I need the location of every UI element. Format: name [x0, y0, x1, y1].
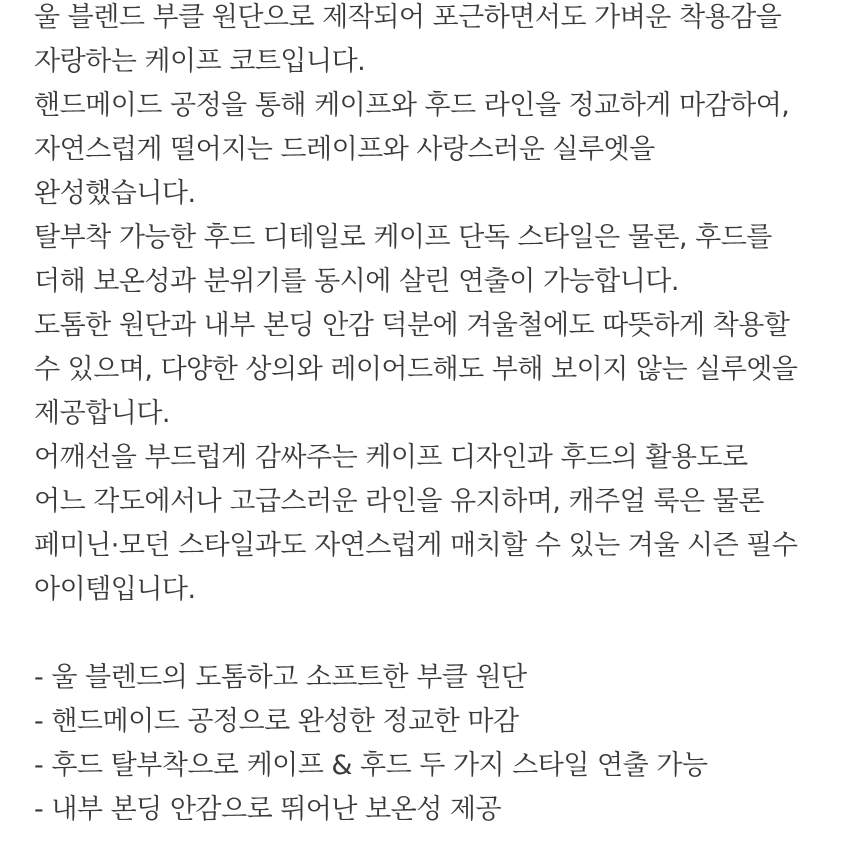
feature-item: - 핸드메이드 공정으로 완성한 정교한 마감: [34, 706, 519, 737]
text-line: 자랑하는 케이프 코트입니다.: [34, 46, 366, 77]
feature-item: - 울 블렌드의 도톰하고 소프트한 부클 원단: [34, 662, 527, 693]
text-line: 완성했습니다.: [34, 178, 196, 209]
text-line: 아이템입니다.: [34, 574, 196, 605]
text-line: 핸드메이드 공정을 통해 케이프와 후드 라인을 정교하게 마감하여,: [34, 90, 790, 121]
text-line: 어깨선을 부드럽게 감싸주는 케이프 디자인과 후드의 활용도로: [34, 442, 748, 473]
text-line: 탈부착 가능한 후드 디테일로 케이프 단독 스타일은 물론, 후드를: [34, 222, 772, 253]
feature-item: - 후드 탈부착으로 케이프 & 후드 두 가지 스타일 연출 가능: [34, 750, 708, 781]
text-line: 페미닌·모던 스타일과도 자연스럽게 매치할 수 있는 겨울 시즌 필수: [34, 530, 798, 561]
text-line: 도톰한 원단과 내부 본딩 안감 덕분에 겨울철에도 따뜻하게 착용할: [34, 310, 790, 341]
text-line: 제공합니다.: [34, 398, 170, 429]
text-line: 울 블렌드 부클 원단으로 제작되어 포근하면서도 가벼운 착용감을: [34, 2, 782, 33]
text-line: 수 있으며, 다양한 상의와 레이어드해도 부해 보이지 않는 실루엣을: [34, 354, 798, 385]
text-line: 더해 보온성과 분위기를 동시에 살린 연출이 가능합니다.: [34, 266, 679, 297]
feature-item: - 내부 본딩 안감으로 뛰어난 보온성 제공: [34, 794, 502, 825]
text-line: 어느 각도에서나 고급스러운 라인을 유지하며, 캐주얼 룩은 물론: [34, 486, 764, 517]
text-line: 자연스럽게 떨어지는 드레이프와 사랑스러운 실루엣을: [34, 134, 655, 165]
